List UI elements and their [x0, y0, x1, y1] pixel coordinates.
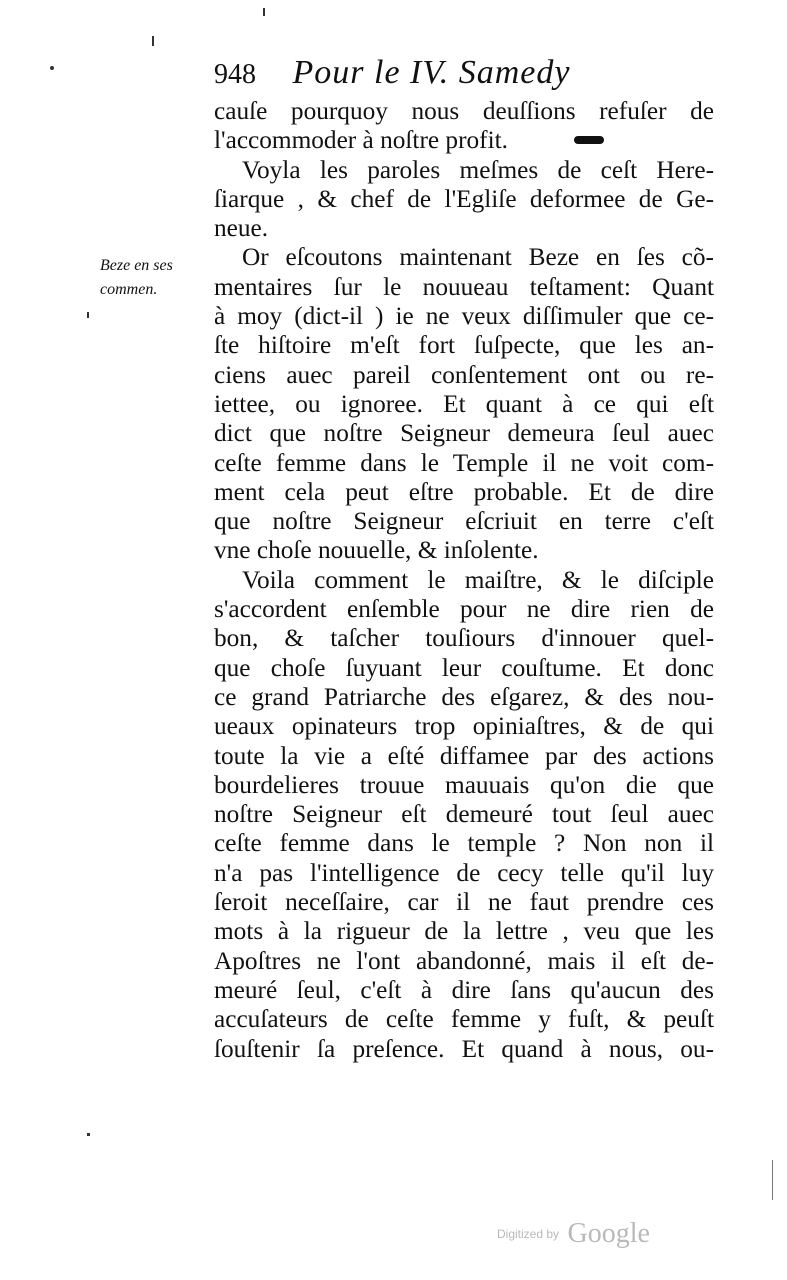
ink-blot	[574, 136, 604, 144]
text-line: ueaux opinateurs trop opiniaſtres, & de qui	[214, 712, 714, 741]
text-line: ſte hiſtoire m'eſt fort ſuſpecte, que les an-	[214, 331, 714, 360]
text-line: Or eſcoutons maintenant Beze en ſes cõ-	[242, 243, 714, 272]
text-line: Voila comment le maiſtre, & le diſciple	[242, 565, 714, 594]
scan-speck	[152, 36, 154, 46]
text-line: Apoſtres ne l'ont abandonné, mais il eſt de-	[214, 946, 714, 975]
text-line: n'a pas l'intelligence de cecy telle qu'il luy	[214, 858, 714, 887]
text-line: ceſte femme dans le temple ? Non non il	[214, 829, 714, 858]
scan-speck	[87, 312, 89, 318]
text-line: Voyla les paroles meſmes de ceſt Here-	[242, 155, 714, 184]
text-line: iettee, ou ignoree. Et quant à ce qui eſt	[214, 389, 714, 418]
text-line: ſeroit neceſſaire, car il ne faut prendre ces	[214, 888, 714, 917]
text-line: meuré ſeul, c'eſt à dire ſans qu'aucun des	[214, 975, 714, 1004]
text-line: que choſe ſuyuant leur couſtume. Et donc	[214, 653, 714, 682]
digitized-watermark	[497, 1218, 650, 1258]
text-line: ſiarque , & chef de l'Egliſe deformee de Ge-	[214, 184, 714, 213]
text-line: que noſtre Seigneur eſcriuit en terre c'eſt	[214, 507, 714, 536]
scan-speck	[87, 1133, 90, 1136]
text-line: ce grand Patriarche des eſgarez, & des nou-	[214, 682, 714, 711]
text-line: neue.	[214, 214, 269, 243]
body-text	[214, 97, 714, 1064]
text-line: à moy (dict-il ) ie ne veux diſſimuler que ce-	[214, 302, 714, 331]
marginal-note-line: commen.	[100, 281, 158, 298]
text-line: vne choſe nouuelle, & inſolente.	[214, 536, 539, 565]
text-line: s'accordent enſemble pour ne dire rien de	[214, 595, 714, 624]
watermark-prefix: Digitized by	[497, 1227, 560, 1241]
text-line: noſtre Seigneur eſt demeuré tout ſeul auec	[214, 800, 714, 829]
text-line: ſouſtenir ſa preſence. Et quand à nous, ou-	[214, 1034, 714, 1063]
text-line: ment cela peut eſtre probable. Et de dire	[214, 477, 714, 506]
marginal-note-line: Beze en ses	[100, 257, 173, 274]
page-number: 948	[214, 59, 256, 90]
page-header	[214, 50, 714, 96]
text-line: mentaires ſur le nouueau teſtament: Quant	[214, 272, 714, 301]
marginal-note	[100, 254, 210, 302]
scan-speck	[263, 8, 265, 16]
text-line: cauſe pourquoy nous deuſſions refuſer de	[214, 97, 714, 125]
text-line: dict que noſtre Seigneur demeura ſeul auec	[214, 419, 714, 448]
text-line: ceſte femme dans le Temple il ne voit com-	[214, 448, 714, 477]
text-line: ciens auec pareil conſentement ont ou re-	[214, 360, 714, 389]
scan-speck	[772, 1160, 773, 1200]
text-line: toute la vie a eſté diffamee par des actions	[214, 741, 714, 770]
google-logo: Google	[567, 1218, 650, 1249]
text-line: bourdelieres trouue mauuais qu'on die que	[214, 770, 714, 799]
text-line: bon, & taſcher touſiours d'innouer quel-	[214, 624, 714, 653]
scan-speck	[50, 66, 54, 70]
running-head: Pour le IV. Samedy	[292, 54, 571, 91]
text-line: accuſateurs de ceſte femme y fuſt, & peuſt	[214, 1005, 714, 1034]
text-line: mots à la rigueur de la lettre , veu que les	[214, 917, 714, 946]
text-line: l'accommoder à noſtre profit.	[214, 126, 508, 155]
